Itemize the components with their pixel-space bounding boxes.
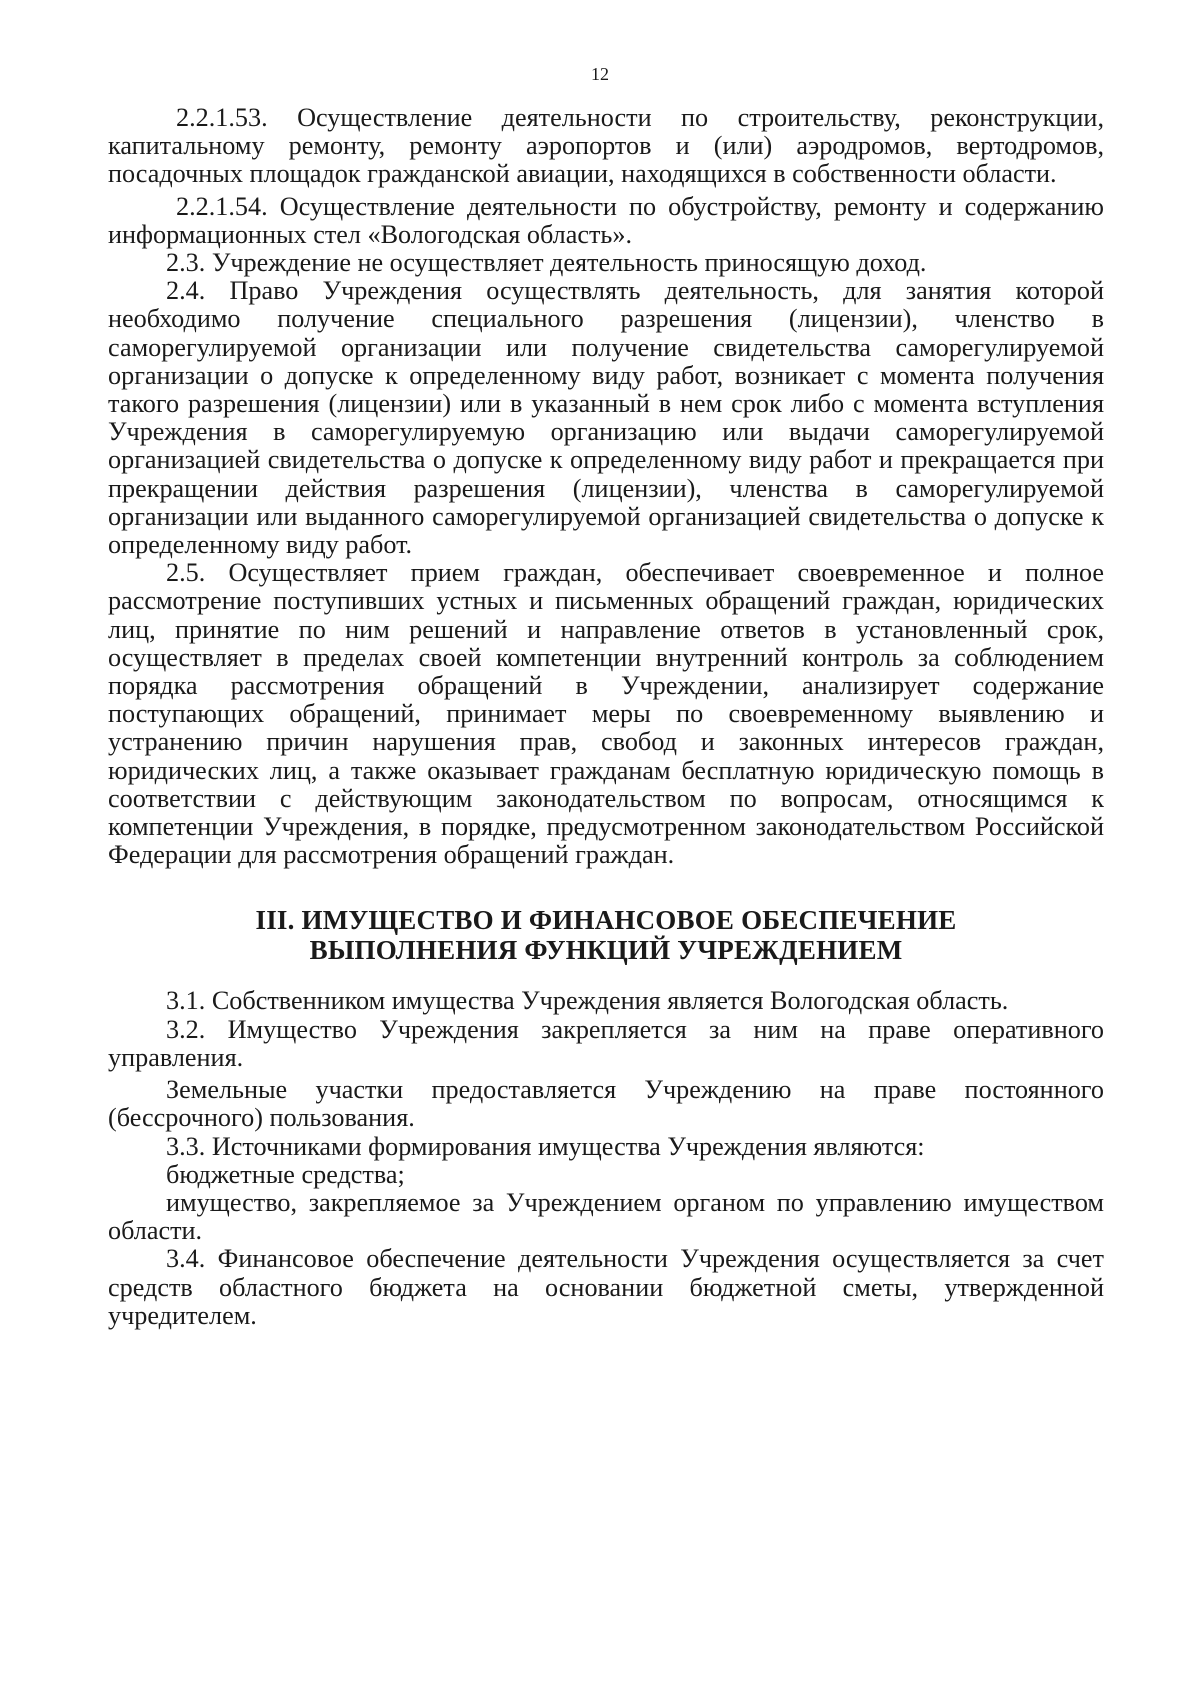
paragraph-3-2: 3.2. Имущество Учреждения закрепляется за ним на праве оперативного управления. [108,1014,1104,1072]
paragraph-3-3: 3.3. Источниками формирования имущества Учреждения являются: [166,1131,925,1161]
section-title-line-1: III. ИМУЩЕСТВО И ФИНАНСОВОЕ ОБЕСПЕЧЕНИЕ [255,905,957,936]
paragraph-3-1: 3.1. Собственником имущества Учреждения является Вологодская область. [166,986,1009,1016]
paragraph-budget-funds: бюджетные средства; [166,1159,405,1189]
paragraph-2-2-1-53: 2.2.1.53. Осуществление деятельности по строительству, реконструкции, капитальному ремонту, ремонту аэропортов и (или) аэродромов, вертодромов, посадочных площадок гражданской авиации, находящихся в собственности области. [108,103,1104,189]
document-body [108,104,1104,1330]
paragraph-3-4: 3.4. Финансовое обеспечение деятельности Учреждения осуществляется за счет средств областного бюджета на основании бюджетной сметы, утвержденной учредителем. [108,1244,1104,1330]
paragraph-2-3: 2.3. Учреждение не осуществляет деятельность приносящую доход. [166,248,927,278]
paragraph-assigned-property: имущество, закрепляемое за Учреждением органом по управлению имуществом области. [108,1187,1104,1246]
paragraph-land-plots: Земельные участки предоставляется Учреждению на праве постоянного (бессрочного) пользования. [108,1075,1104,1133]
paragraph-2-2-1-54: 2.2.1.54. Осуществление деятельности по обустройству, ремонту и содержанию информационных стел «Вологодская область». [108,191,1104,249]
section-title-line-2: ВЫПОЛНЕНИЯ ФУНКЦИЙ УЧРЕЖДЕНИЕМ [309,935,903,966]
section-title [108,905,1104,965]
page-number: 12 [591,64,609,84]
paragraph-2-5: 2.5. Осуществляет прием граждан, обеспечивает своевременное и полное рассмотрение поступивших устных и письменных обращений граждан, юридических лиц, принятие по ним решений и направление ответов в установленный срок, осуществляет в пределах своей компетенции внутренний контроль за соблюдением порядка рассмотрения обращений в Учреждении, анализирует содержание поступающих обращений, принимает меры по своевременному выявлению и устранению причин нарушения прав, свобод и законных интересов граждан, юридических лиц, а также оказывает гражданам бесплатную юридическую помощь в соответствии с действующим законодательством по вопросам, относящимся к компетенции Учреждения, в порядке, предусмотренном законодательством Российской Федерации для рассмотрения обращений граждан. [108,558,1104,870]
paragraph-2-4: 2.4. Право Учреждения осуществлять деятельность, для занятия которой необходимо получение специального разрешения (лицензии), членство в саморегулируемой организации или получение свидетельства саморегулируемой организации о допуске к определенному виду работ, возникает с момента получения такого разрешения (лицензии) или в указанный в нем срок либо с момента вступления Учреждения в саморегулируемую организацию или выдачи саморегулируемой организацией свидетельства о допуске к определенному виду работ и прекращается при прекращении действия разрешения (лицензии), членства в саморегулируемой организации или выданного саморегулируемой организацией свидетельства о допуске к определенному виду работ. [108,276,1104,560]
